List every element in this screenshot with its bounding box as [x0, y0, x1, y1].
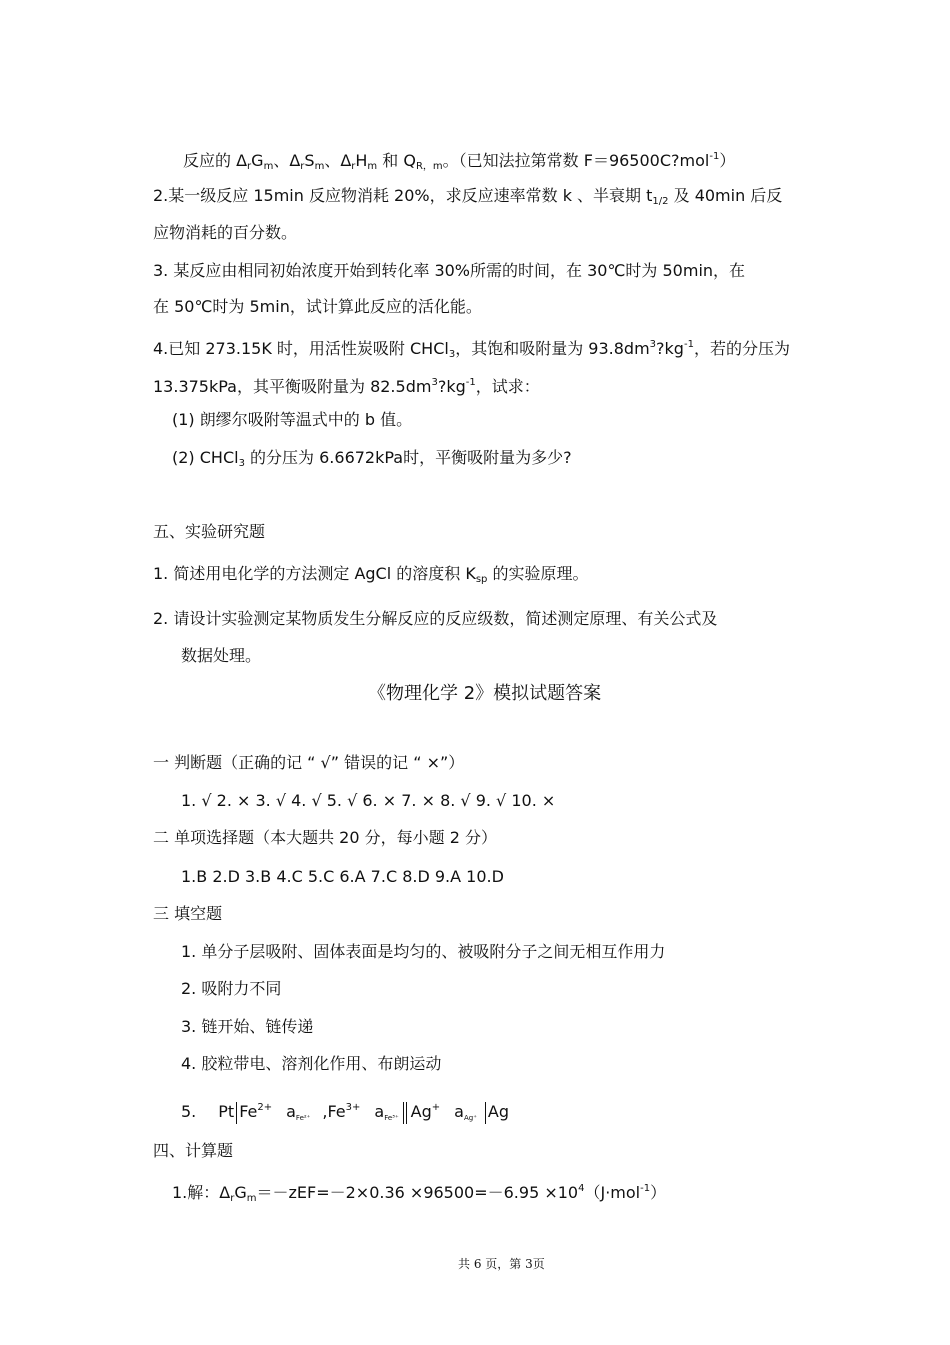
answers-section-3-a3: 3. 链开始、链传递: [181, 1017, 314, 1036]
text: 4.已知 273.15K 时，用活性炭吸附 CHCl: [153, 339, 449, 358]
sub-m: m: [263, 161, 274, 172]
text: ）: [650, 1183, 667, 1202]
answers-section-3-heading: 三 填空题: [153, 904, 223, 923]
sub-r: r: [300, 161, 305, 172]
section-5-q1: [153, 563, 588, 591]
answers-section-4-heading: 四、计算题: [153, 1141, 234, 1160]
text: ，其饱和吸附量为 93.8dm: [455, 339, 650, 358]
activity-a: a: [374, 1102, 385, 1121]
text: 1. 简述用电化学的方法测定 AgCl 的溶度积 K: [153, 564, 476, 583]
answers-title: 《物理化学 2》模拟试题答案: [368, 683, 602, 704]
question-2-line-1: [153, 185, 782, 213]
ion-fe: Fe: [239, 1102, 258, 1121]
ion-fe: ,Fe: [322, 1102, 346, 1121]
text: 的分压为 6.6672kPa时，平衡吸附量为多少?: [244, 448, 572, 467]
symbol-g: G: [234, 1183, 247, 1202]
text: ?kg: [656, 339, 684, 358]
sub: 3: [238, 458, 245, 469]
sub-r: r: [230, 1193, 235, 1204]
question-4-sub-1: (1) 朗缪尔吸附等温式中的 b 值。: [172, 410, 413, 429]
sup: 3: [649, 339, 657, 350]
sub: sp: [475, 574, 488, 585]
electrode-pt: Pt: [218, 1102, 235, 1121]
ion-ag: Ag: [410, 1102, 432, 1121]
text: 及 40min 后反: [668, 186, 783, 205]
phase-boundary: [236, 1102, 237, 1124]
symbol-g: G: [251, 151, 264, 170]
symbol-s: S: [304, 151, 315, 170]
text: 、Δ: [273, 151, 301, 170]
phase-boundary: [485, 1102, 486, 1124]
sup: -1: [709, 151, 720, 162]
sup: -1: [640, 1183, 651, 1194]
question-4-line-2: [153, 372, 540, 398]
answers-section-1-heading: 一 判断题（正确的记 “ √” 错误的记 “ ×”）: [153, 753, 465, 772]
answers-section-3-a4: 4. 胶粒带电、溶剂化作用、布朗运动: [181, 1054, 442, 1073]
answers-section-3-a5-cell: [181, 1096, 509, 1130]
question-4-sub-2: [172, 447, 572, 475]
sup: -1: [683, 339, 694, 350]
text: （J·mol: [584, 1183, 641, 1202]
sub-m: m: [314, 161, 325, 172]
page-footer: 共 6 页，第 3页: [458, 1257, 545, 1271]
answers-section-2-heading: 二 单项选择题（本大题共 20 分，每小题 2 分）: [153, 828, 497, 847]
sup: 3+: [345, 1102, 361, 1113]
q1-continuation-line: [183, 146, 735, 178]
answers-section-1-values: 1. √ 2. × 3. √ 4. √ 5. √ 6. × 7. × 8. √ 9. √ 10. ×: [181, 791, 556, 810]
sub-r: r: [351, 161, 356, 172]
answers-section-3-a1: 1. 单分子层吸附、固体表面是均匀的、被吸附分子之间无相互作用力: [181, 942, 666, 961]
text: ＝－zEF=－2×0.36 ×96500=－6.95 ×10: [256, 1183, 579, 1202]
text: 。（已知法拉第常数 F＝96500C?mol: [442, 151, 710, 170]
text: ）: [719, 151, 736, 170]
text: (2) CHCl: [172, 448, 239, 467]
delta-symbol: Δ: [236, 151, 248, 170]
text: ，若的分压为: [693, 339, 790, 358]
electrode-ag: Ag: [487, 1102, 510, 1121]
text: 5.: [181, 1102, 197, 1121]
text: 、Δ: [324, 151, 352, 170]
sub-rm: R，m: [415, 161, 443, 172]
salt-bridge: [403, 1102, 407, 1124]
answers-section-3-a2: 2. 吸附力不同: [181, 979, 282, 998]
sup: 2+: [257, 1102, 273, 1113]
sub-m: m: [367, 161, 378, 172]
text: 的实验原理。: [487, 564, 589, 583]
text: 1.解：Δ: [172, 1183, 231, 1202]
question-2-line-2: 应物消耗的百分数。: [153, 223, 298, 242]
sub: Fe²⁺: [295, 1114, 311, 1122]
text: 反应的: [183, 151, 237, 170]
sub: 3: [448, 349, 456, 360]
text: 和 Q: [377, 151, 416, 170]
answers-section-2-values: 1.B 2.D 3.B 4.C 5.C 6.A 7.C 8.D 9.A 10.D: [181, 867, 504, 886]
symbol-h: H: [355, 151, 368, 170]
section-5-heading: 五、实验研究题: [153, 522, 266, 541]
text: ?kg: [437, 377, 466, 396]
text: ，试求：: [475, 377, 540, 396]
section-5-q2-line-1: 2. 请设计实验测定某物质发生分解反应的反应级数，简述测定原理、有关公式及: [153, 609, 718, 628]
sub: Fe³⁺: [384, 1114, 399, 1122]
activity-a: a: [454, 1102, 464, 1121]
sub: Ag⁺: [463, 1114, 477, 1122]
sup: +: [431, 1102, 441, 1113]
sup: 4: [578, 1183, 585, 1194]
section-5-q2-line-2: 数据处理。: [181, 646, 262, 665]
question-3-line-1: 3. 某反应由相同初始浓度开始到转化率 30%所需的时间，在 30℃时为 50min，在: [153, 261, 746, 280]
sub-r: r: [247, 161, 252, 172]
activity-a: a: [286, 1102, 296, 1121]
sub: 1/2: [652, 196, 669, 207]
sub-m: m: [246, 1193, 257, 1204]
question-3-line-2: 在 50℃时为 5min，试计算此反应的活化能。: [153, 297, 482, 316]
sup: -1: [465, 377, 476, 388]
question-4-line-1: [153, 334, 790, 366]
text: 13.375kPa，其平衡吸附量为 82.5dm: [153, 377, 432, 396]
sup: 3: [431, 377, 438, 388]
text: 2.某一级反应 15min 反应物消耗 20%，求反应速率常数 k 、半衰期 t: [153, 186, 653, 205]
answers-section-4-a1: [172, 1178, 666, 1210]
